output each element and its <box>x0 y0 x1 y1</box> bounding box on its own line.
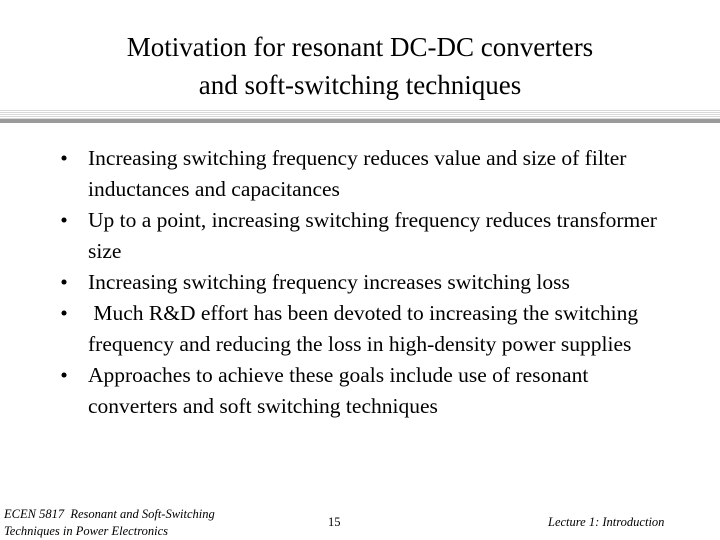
bullet-item <box>56 143 676 205</box>
bullet-item <box>56 360 676 422</box>
footer-course-line-2: Techniques in Power Electronics <box>4 524 168 538</box>
bullet-text: Approaches to achieve these goals include use of resonant converters and soft switching techniques <box>88 363 589 418</box>
bullet-text: Up to a point, increasing switching frequency reduces transformer size <box>88 208 657 263</box>
bullet-icon: • <box>60 208 68 232</box>
bullet-icon: • <box>60 270 68 294</box>
page-number: 15 <box>328 515 341 529</box>
bullet-text: Increasing switching frequency increases switching loss <box>88 270 570 294</box>
slide-title <box>40 28 680 104</box>
bullet-icon: • <box>60 146 68 170</box>
footer-lecture: Lecture 1: Introduction <box>548 515 665 529</box>
bullet-item <box>56 205 676 267</box>
bullet-text: Increasing switching frequency reduces value and size of filter inductances and capacitances <box>88 146 627 201</box>
bullet-list <box>56 143 676 422</box>
bullet-icon: • <box>60 363 68 387</box>
bullet-item <box>56 267 676 298</box>
footer-course <box>4 506 234 540</box>
bullet-text: Much R&D effort has been devoted to increasing the switching frequency and reducing the loss in high-density power supplies <box>88 301 644 356</box>
bullet-icon: • <box>60 301 68 325</box>
bullet-item <box>56 298 676 360</box>
slide-title-line-2: and soft-switching techniques <box>198 70 522 100</box>
title-divider-bar <box>0 119 720 123</box>
footer-course-line-1: ECEN 5817 Resonant and Soft-Switching <box>4 507 215 521</box>
title-divider <box>0 110 720 124</box>
slide-title-line-1: Motivation for resonant DC-DC converters <box>126 32 594 62</box>
